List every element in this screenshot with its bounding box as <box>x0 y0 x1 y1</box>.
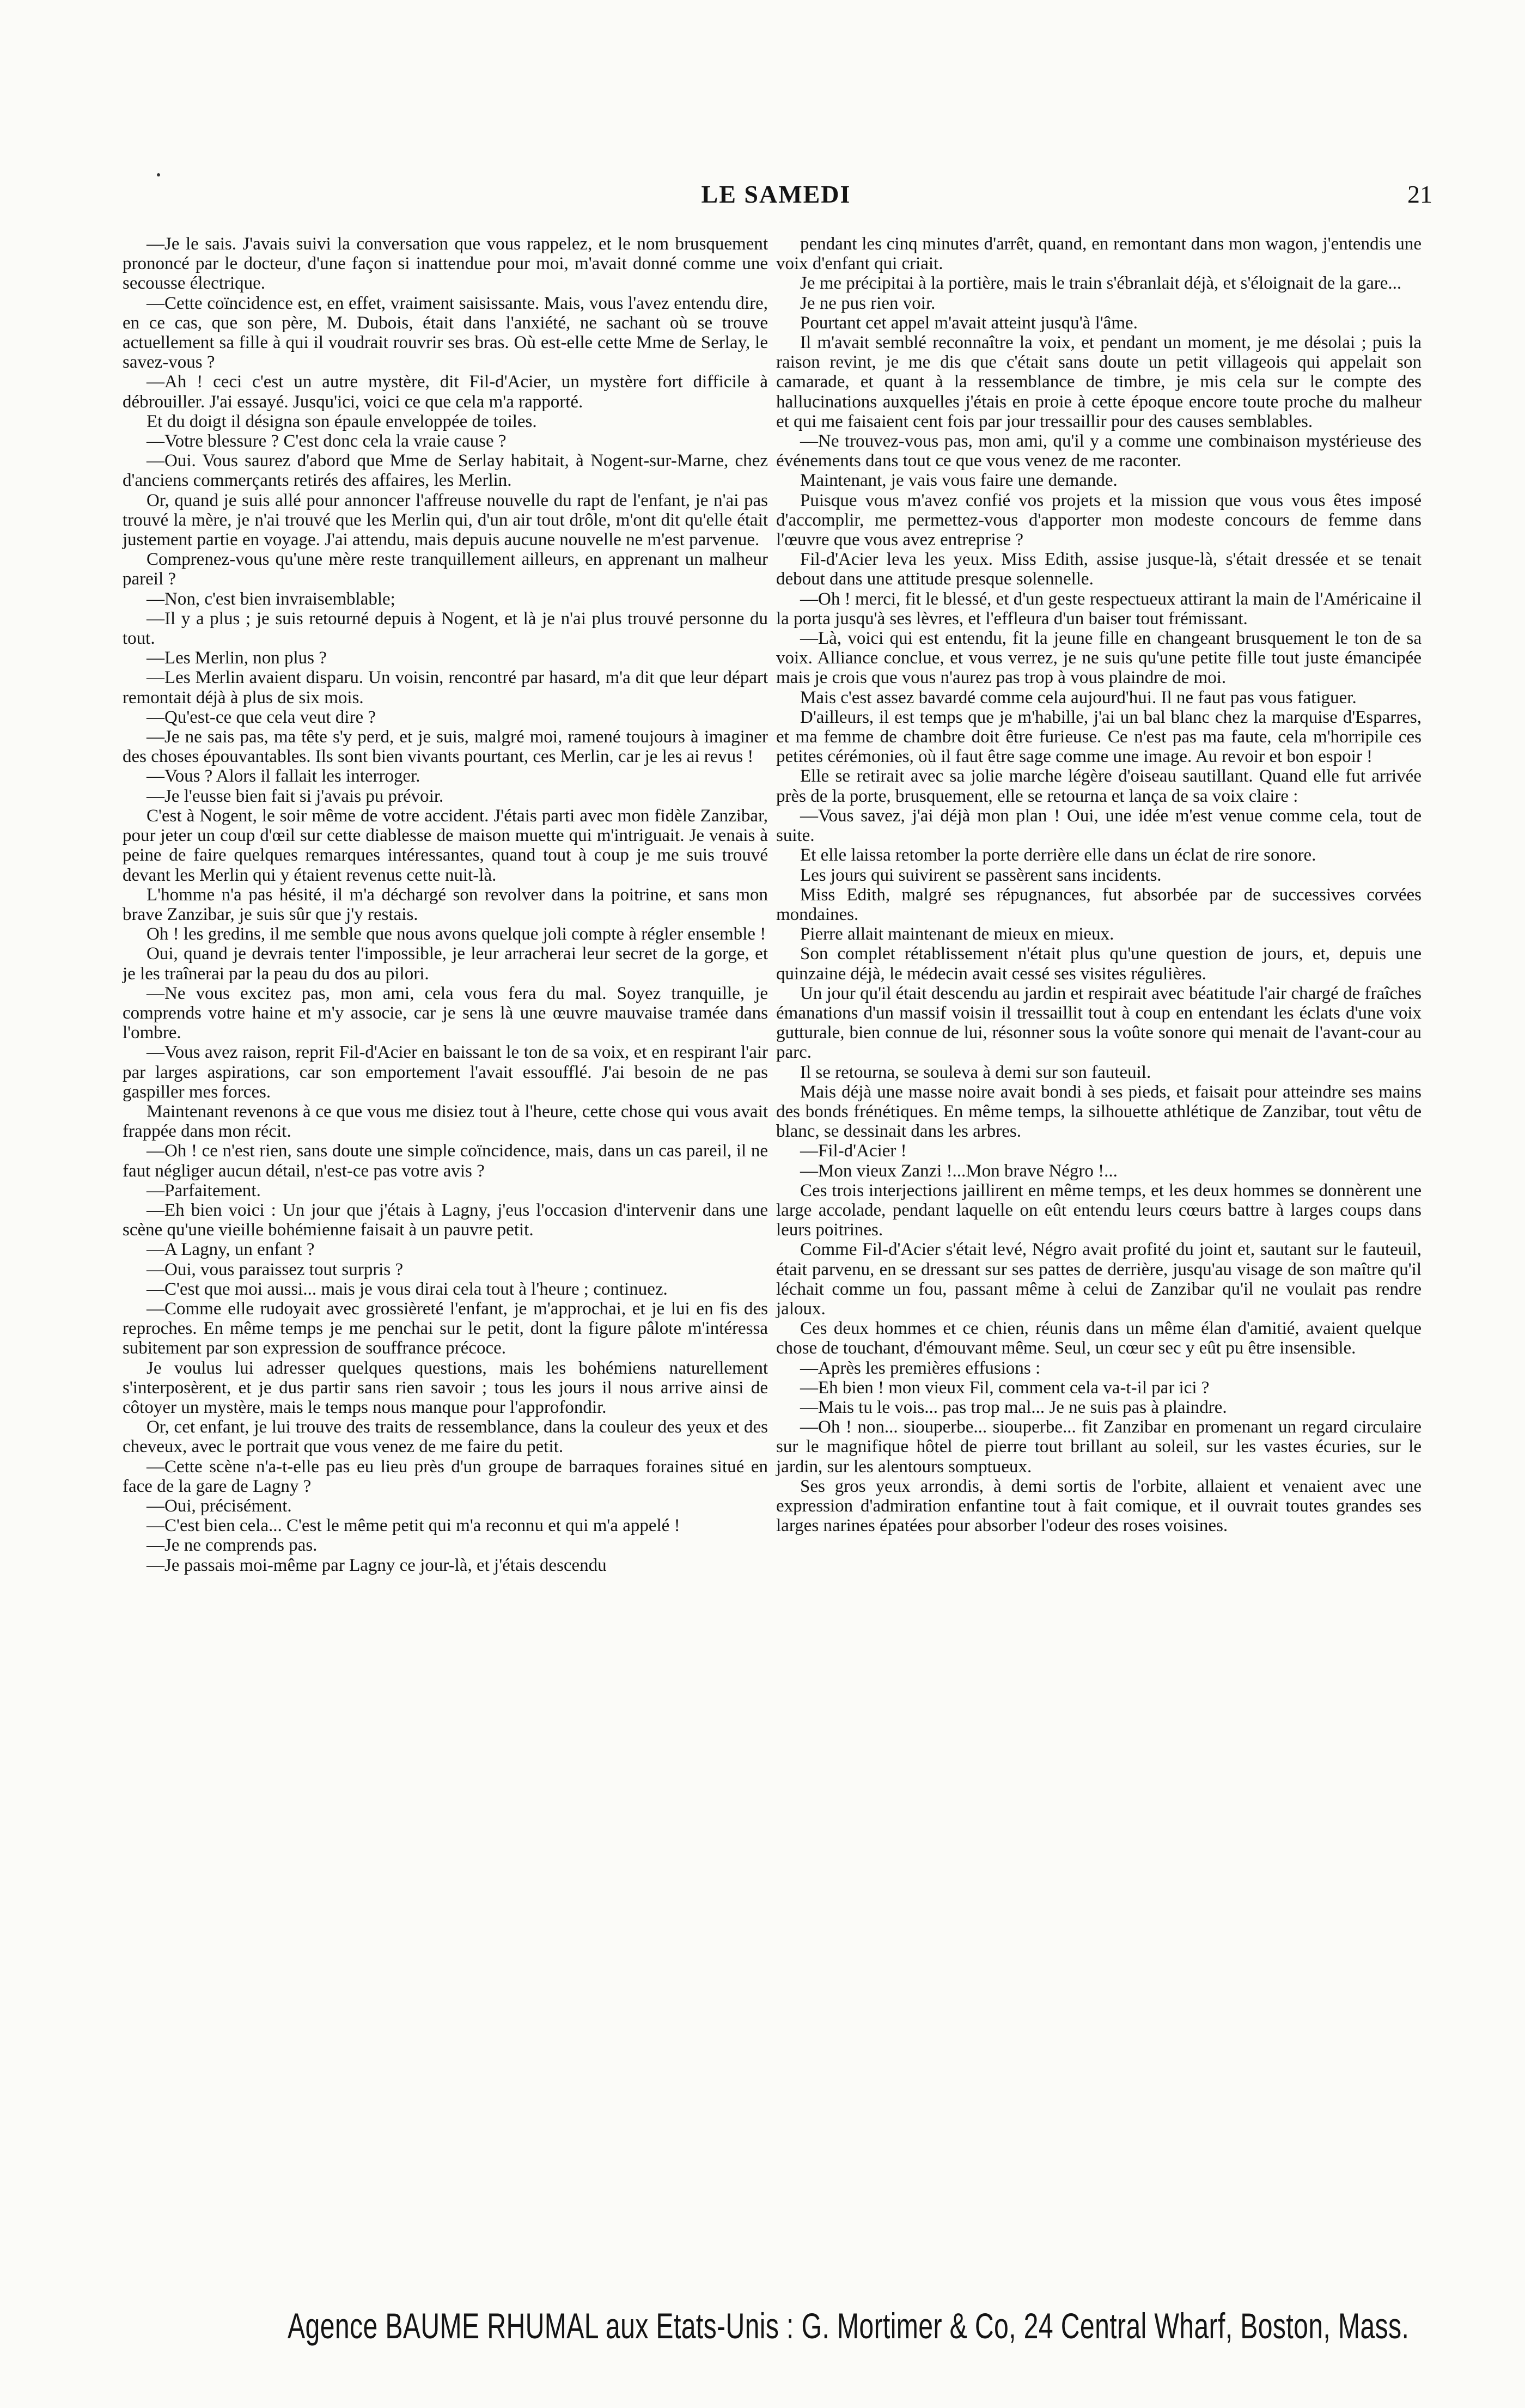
paragraph: Or, quand je suis allé pour annoncer l'affreuse nouvelle du rapt de l'enfant, je n'ai pas trouvé la mère, je n'ai trouvé que les Merlin qui, d'un air tout drôle, m'ont dit qu'elle était justement partie en voyage. J'ai attendu, mais depuis aucune nouvelle ne m'est parvenue. <box>123 490 768 550</box>
paragraph: Elle se retirait avec sa jolie marche légère d'oiseau sautillant. Quand elle fut arrivée près de la porte, brusquement, elle se retourna et lança de sa voix claire : <box>776 766 1422 806</box>
paragraph: Je ne pus rien voir. <box>800 293 936 313</box>
paragraph: Les jours qui suivirent se passèrent sans incidents. <box>800 865 1162 885</box>
paragraph: —Vous savez, j'ai déjà mon plan ! Oui, une idée m'est venue comme cela, tout de suite. <box>776 806 1422 846</box>
paragraph: Comme Fil-d'Acier s'était levé, Négro avait profité du joint et, sautant sur le fauteuil, était parvenu, en se dressant sur ses pattes de derrière, jusqu'au visage de son maître qu'il léchait comme un fou, passant même à celui de Zanzibar qu'il ne voulait pas rendre jaloux. <box>776 1240 1422 1319</box>
paragraph: —Les Merlin avaient disparu. Un voisin, rencontré par hasard, m'a dit que leur départ remontait déjà à plus de six mois. <box>123 668 768 708</box>
paragraph: Fil-d'Acier leva les yeux. Miss Edith, assise jusque-là, s'était dressée et se tenait debout dans une attitude presque solennelle. <box>776 550 1422 589</box>
paragraph: Un jour qu'il était descendu au jardin et respirait avec béatitude l'air chargé de fraîches émanations d'un massif voisin il tressaillit tout à coup en entendant les éclats d'une voix gutturale, bien connue de lui, résonner sous la voûte sonore qui menait de l'avant-cour au parc. <box>776 983 1422 1063</box>
paragraph: Et elle laissa retomber la porte derrière elle dans un éclat de rire sonore. <box>800 845 1316 865</box>
paragraph: Comprenez-vous qu'une mère reste tranquillement ailleurs, en apprenant un malheur pareil ? <box>123 550 768 589</box>
paragraph: —Fil-d'Acier ! <box>800 1141 907 1161</box>
paragraph: —Vous ? Alors il fallait les interroger. <box>147 766 420 787</box>
paragraph: Je me précipitai à la portière, mais le train s'ébranlait déjà, et s'éloignait de la gare... <box>800 273 1402 294</box>
paragraph: —Ne vous excitez pas, mon ami, cela vous fera du mal. Soyez tranquille, je comprends votre haine et m'y associe, car je sens là une œuvre mauvaise tramée dans l'ombre. <box>123 983 768 1043</box>
paragraph: —Oh ! merci, fit le blessé, et d'un geste respectueux attirant la main de l'Américaine il la porta jusqu'à ses lèvres, et l'effleura d'un baiser tout frémissant. <box>776 589 1422 629</box>
paragraph: Et du doigt il désigna son épaule enveloppée de toiles. <box>147 411 537 431</box>
journal-title: LE SAMEDI <box>701 180 851 208</box>
paragraph: Ses gros yeux arrondis, à demi sortis de l'orbite, allaient et venaient avec une expression d'admiration enfantine tout à fait comique, et il ouvrait toutes grandes ses larges narines épatées pour absorber l'odeur des roses voisines. <box>776 1476 1422 1536</box>
paragraph: —Qu'est-ce que cela veut dire ? <box>147 707 376 727</box>
paragraph: —Ne trouvez-vous pas, mon ami, qu'il y a comme une combinaison mystérieuse des événements dans tout ce que vous venez de me raconter. <box>776 431 1422 471</box>
paragraph: —Je ne sais pas, ma tête s'y perd, et je suis, malgré moi, ramené toujours à imaginer des choses épouvantables. Ils sont bien vivants pourtant, ces Merlin, car je les ai revus ! <box>123 727 768 767</box>
paragraph: —Eh bien ! mon vieux Fil, comment cela va-t-il par ici ? <box>800 1377 1210 1398</box>
paragraph: —Votre blessure ? C'est donc cela la vraie cause ? <box>147 431 507 452</box>
footer-advertisement: Agence BAUME RHUMAL aux Etats-Unis : G. Mortimer & Co, 24 Central Wharf, Boston, Mass. <box>288 2306 1410 2346</box>
page-number: 21 <box>1407 180 1432 208</box>
paragraph: —Cette scène n'a-t-elle pas eu lieu près d'un groupe de barraques foraines situé en face de la gare de Lagny ? <box>123 1456 768 1496</box>
paragraph: L'homme n'a pas hésité, il m'a déchargé son revolver dans la poitrine, et sans mon brave Zanzibar, je suis sûr que j'y restais. <box>123 885 768 924</box>
paragraph: —A Lagny, un enfant ? <box>147 1240 315 1260</box>
paragraph: —Il y a plus ; je suis retourné depuis à Nogent, et là je n'ai plus trouvé personne du tout. <box>123 608 768 649</box>
paragraph: —Je le sais. J'avais suivi la conversation que vous rappelez, et le nom brusquement prononcé par le docteur, d'une façon si inattendue pour moi, m'avait donné comme une secousse électrique. <box>123 234 768 294</box>
paragraph: Mais c'est assez bavardé comme cela aujourd'hui. Il ne faut pas vous fatiguer. <box>800 687 1357 708</box>
paragraph: —Je l'eusse bien fait si j'avais pu prévoir. <box>147 786 444 806</box>
paragraph: —Oh ! ce n'est rien, sans doute une simple coïncidence, mais, dans un cas pareil, il ne faut négliger aucun détail, n'est-ce pas votre avis ? <box>123 1141 768 1181</box>
paragraph: —Cette coïncidence est, en effet, vraiment saisissante. Mais, vous l'avez entendu dire, en ce cas, que son père, M. Dubois, était dans l'anxiété, ne sachant où se trouve actuellement sa fille à qui il voudrait rouvrir ses bras. Où est-elle cette Mme de Serlay, le savez-vous ? <box>123 293 768 373</box>
paragraph: —Eh bien voici : Un jour que j'étais à Lagny, j'eus l'occasion d'intervenir dans une scène qu'une vieille bohémienne faisait à un pauvre petit. <box>123 1200 768 1240</box>
paragraph: —Oui. Vous saurez d'abord que Mme de Serlay habitait, à Nogent-sur-Marne, chez d'anciens commerçants retirés des affaires, les Merlin. <box>123 451 768 491</box>
paragraph: Son complet rétablissement n'était plus qu'une question de jours, et, depuis une quinzaine déjà, le médecin avait cessé ses visites régulières. <box>776 944 1422 984</box>
paragraph: —Là, voici qui est entendu, fit la jeune fille en changeant brusquement le ton de sa voix. Alliance conclue, et vous verrez, je ne suis qu'une petite fille tout juste émancipée mais je crois que vous n'aurez pas trop à vous plaindre de moi. <box>776 629 1422 688</box>
paragraph: C'est à Nogent, le soir même de votre accident. J'étais parti avec mon fidèle Zanzibar, pour jeter un coup d'œil sur cette diablesse de maison muette qui m'intriguait. Je venais à peine de faire quelques remarques intéressantes, quand tout à coup je me suis trouvé devant les Merlin qui y étaient revenus cette nuit-là. <box>123 806 768 885</box>
paragraph: Oh ! les gredins, il me semble que nous avons quelque joli compte à régler ensemble ! <box>147 924 766 944</box>
paragraph: —Après les premières effusions : <box>800 1358 1041 1378</box>
print-speck <box>157 173 160 176</box>
paragraph: Oui, quand je devrais tenter l'impossible, je leur arracherai leur secret de la gorge, et je les traînerai par la peau du dos au pilori. <box>123 944 768 984</box>
paragraph: —C'est que moi aussi... mais je vous dirai cela tout à l'heure ; continuez. <box>147 1279 668 1299</box>
paragraph: Il se retourna, se souleva à demi sur son fauteuil. <box>800 1062 1151 1082</box>
paragraph: —Mon vieux Zanzi !...Mon brave Négro !... <box>800 1161 1118 1181</box>
paragraph: Maintenant, je vais vous faire une demande. <box>800 471 1118 491</box>
paragraph: —Oui, précisément. <box>147 1496 292 1516</box>
paragraph: —C'est bien cela... C'est le même petit qui m'a reconnu et qui m'a appelé ! <box>147 1516 680 1536</box>
paragraph: —Oh ! non... siouperbe... siouperbe... fit Zanzibar en promenant un regard circulaire sur le magnifique hôtel de pierre tout brillant au soleil, sur les vastes écuries, sur le jardin, sur les alentours somptueux. <box>776 1417 1422 1477</box>
paragraph: Ces trois interjections jaillirent en même temps, et les deux hommes se donnèrent une large accolade, pendant laquelle on eût entendu leurs cœurs battre à larges coups dans leurs poitrines. <box>776 1180 1422 1240</box>
paragraph: Ces deux hommes et ce chien, réunis dans un même élan d'amitié, avaient quelque chose de touchant, d'émouvant même. Seul, un cœur sec y eût pu être insensible. <box>776 1319 1422 1358</box>
paragraph: —Vous avez raison, reprit Fil-d'Acier en baissant le ton de sa voix, et en respirant l'air par larges aspirations, car son emportement l'avait essoufflé. J'ai besoin de ne pas gaspiller mes forces. <box>123 1043 768 1102</box>
left-column <box>123 234 768 1575</box>
paragraph: Pourtant cet appel m'avait atteint jusqu'à l'âme. <box>800 313 1138 333</box>
paragraph: Mais déjà une masse noire avait bondi à ses pieds, et faisait pour atteindre ses mains des bonds frénétiques. En même temps, la silhouette athlétique de Zanzibar, tout vêtu de blanc, se dessinait dans les arbres. <box>776 1082 1422 1142</box>
paragraph: D'ailleurs, il est temps que je m'habille, j'ai un bal blanc chez la marquise d'Esparres, et ma femme de chambre doit être furieuse. Ce n'est pas ma faute, cela m'horripile ces petites cérémonies, où il faut être sage comme une image. Au revoir et bon espoir ! <box>776 707 1422 767</box>
paragraph: —Les Merlin, non plus ? <box>147 648 327 668</box>
paragraph: —Parfaitement. <box>147 1180 261 1200</box>
paragraph: —Non, c'est bien invraisemblable; <box>147 589 395 609</box>
paragraph: —Ah ! ceci c'est un autre mystère, dit Fil-d'Acier, un mystère fort difficile à débrouiller. J'ai essayé. Jusqu'ici, voici ce que cela m'a rapporté. <box>123 372 768 412</box>
paragraph: Miss Edith, malgré ses répugnances, fut absorbée par de successives corvées mondaines. <box>776 885 1422 924</box>
paragraph: Je voulus lui adresser quelques questions, mais les bohémiens naturellement s'interposèrent, et je dus partir sans rien savoir ; tous les jours il nous arrive ainsi de côtoyer un mystère, mais le temps nous manque pour l'approfondir. <box>123 1358 768 1417</box>
paragraph: pendant les cinq minutes d'arrêt, quand, en remontant dans mon wagon, j'entendis une voix d'enfant qui criait. <box>776 234 1422 274</box>
paragraph: —Comme elle rudoyait avec grossièreté l'enfant, je m'approchai, et je lui en fis des reproches. En même temps je me penchai sur le petit, dont la figure pâlote m'intéressa subitement par son expression de souffrance précoce. <box>123 1299 768 1358</box>
paragraph: Il m'avait semblé reconnaître la voix, et pendant un moment, je me désolai ; puis la raison revint, je me dis que c'était sans doute un petit villageois qui appelait son camarade, et quant à la ressemblance de timbre, je mis cela sur le compte des hallucinations auxquelles j'étais en proie à cette époque encore toute proche du malheur et qui me faisaient cent fois par jour tressaillir pour des causes semblables. <box>776 333 1422 431</box>
right-column <box>776 234 1422 1535</box>
paragraph: Puisque vous m'avez confié vos projets et la mission que vous vous êtes imposé d'accomplir, me permettez-vous d'apporter mon modeste concours de femme dans l'œuvre que vous avez entreprise ? <box>776 490 1422 550</box>
paragraph: —Oui, vous paraissez tout surpris ? <box>147 1259 404 1279</box>
paragraph: Or, cet enfant, je lui trouve des traits de ressemblance, dans la couleur des yeux et des cheveux, avec le portrait que vous venez de me faire du petit. <box>123 1417 768 1457</box>
paragraph: —Mais tu le vois... pas trop mal... Je ne suis pas à plaindre. <box>800 1397 1227 1417</box>
paragraph: Maintenant revenons à ce que vous me disiez tout à l'heure, cette chose qui vous avait frappée dans mon récit. <box>123 1101 768 1142</box>
page-header <box>120 180 1432 223</box>
paragraph: —Je ne comprends pas. <box>147 1535 318 1556</box>
paragraph: —Je passais moi-même par Lagny ce jour-là, et j'étais descendu <box>147 1555 607 1575</box>
paragraph: Pierre allait maintenant de mieux en mieux. <box>800 924 1114 944</box>
